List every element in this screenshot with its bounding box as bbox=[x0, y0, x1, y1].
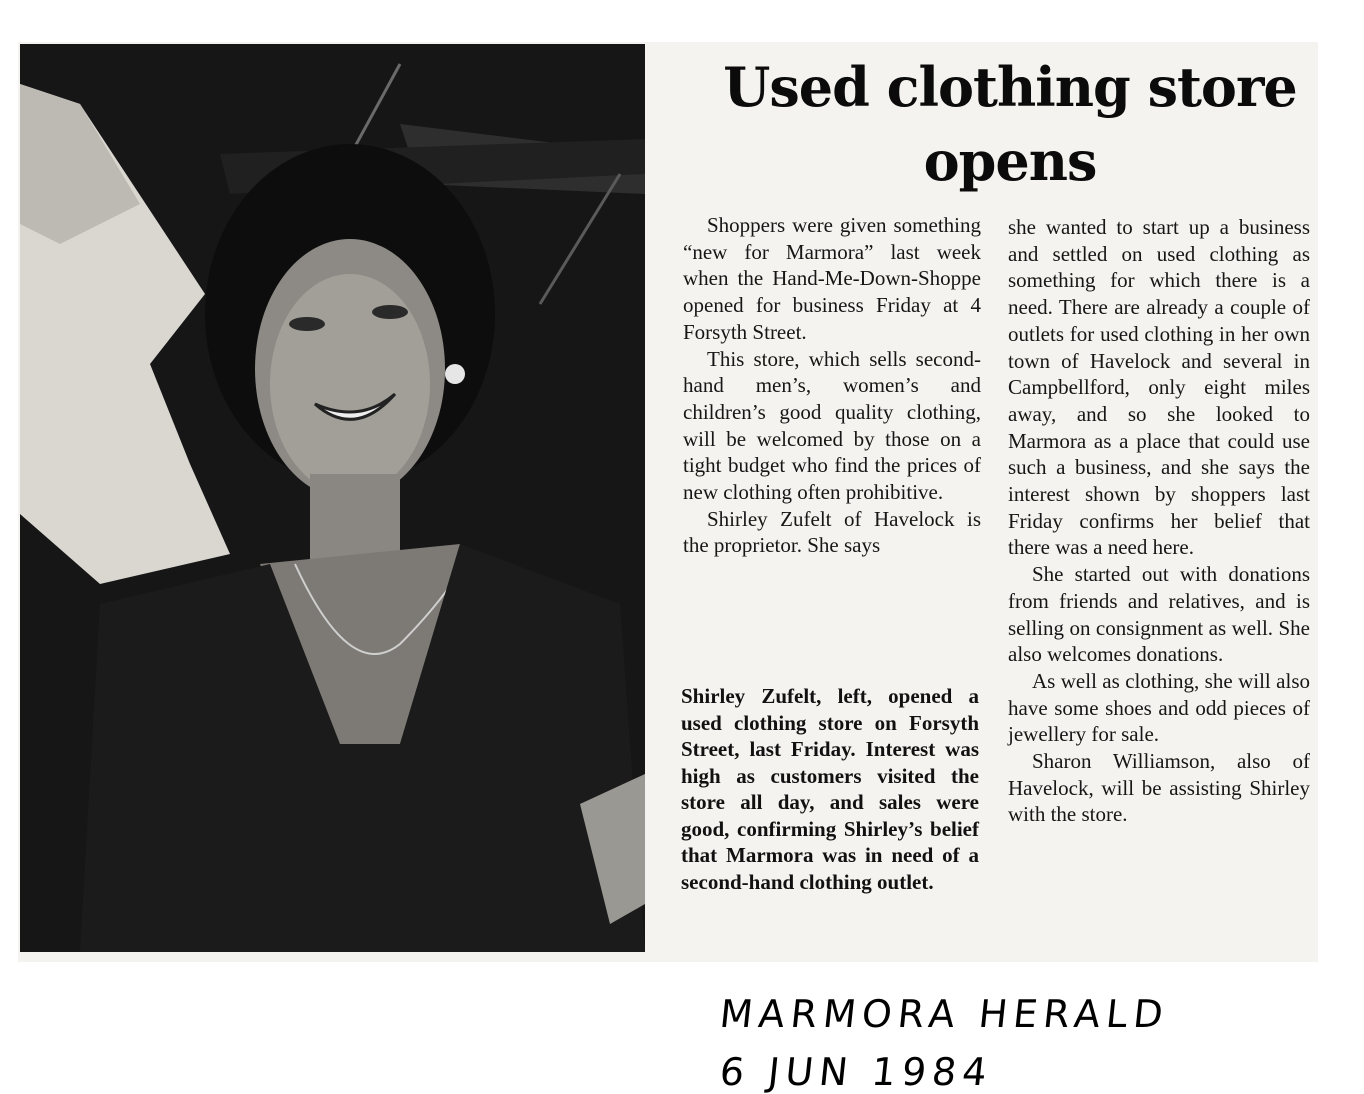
photo-woman-portrait bbox=[20, 44, 645, 952]
article-headline: Used clothing store opens bbox=[723, 55, 1297, 193]
article-column-2 bbox=[1008, 214, 1310, 828]
paragraph: She started out with donations from friends and relatives, and is selling on consignment as well. She also welcomes donations. bbox=[1008, 562, 1310, 667]
paragraph: Sharon Williamson, also of Havelock, will be assisting Shirley with the store. bbox=[1008, 749, 1310, 827]
paragraph: This store, which sells second-hand men’s, women’s and children’s good quality clothing, will be welcomed by those on a tight budget who find the prices of new clothing often prohibitive. bbox=[683, 346, 981, 505]
paragraph: she wanted to start up a business and settled on used clothing as something for which there is a need. There are already a couple of outlets for used clothing in her own town of Havelock and several in Campbellford, only eight miles away, and so she looked to Marmora as a place that could use such a business, and she says the interest shown by shoppers last Friday confirms her belief that there was a need here. bbox=[1008, 215, 1310, 560]
article-photo bbox=[20, 44, 645, 952]
handwritten-date: 6 JUN 1984 bbox=[717, 1050, 995, 1094]
paragraph: Shoppers were given something “new for Marmora” last week when the Hand-Me-Down-Shoppe opened for business Friday at 4 Forsyth Street. bbox=[683, 213, 981, 344]
paragraph: As well as clothing, she will also have some shoes and odd pieces of jewellery for sale. bbox=[1008, 668, 1310, 747]
handwritten-source: MARMORA HERALD bbox=[717, 992, 1172, 1036]
photo-caption: Shirley Zufelt, left, opened a used clothing store on Forsyth Street, last Friday. Interest was high as customers visited the store all day, and sales were good, confirming Shirley’s belief that Marmora was in need of a second-hand clothing outlet. bbox=[681, 684, 979, 894]
article-column-1 bbox=[683, 212, 981, 559]
paragraph: Shirley Zufelt of Havelock is the proprietor. She says bbox=[683, 506, 981, 558]
